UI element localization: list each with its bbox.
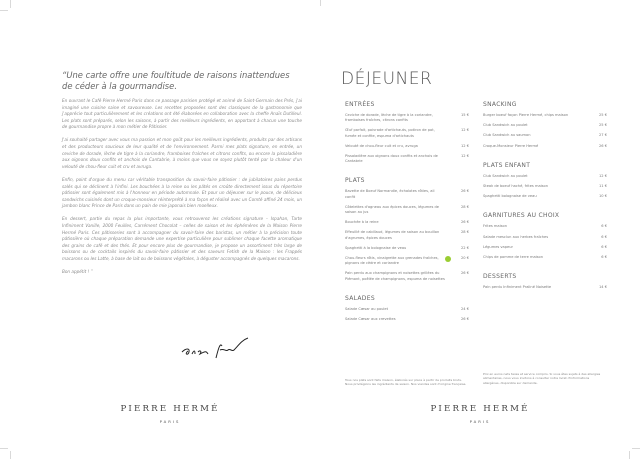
item-price: 11 €: [598, 184, 607, 189]
item-desc: Bouchée à la reine: [345, 220, 379, 225]
item-price: 26 €: [460, 271, 469, 276]
menu-item: [345, 144, 469, 149]
menu-item: [483, 113, 607, 118]
menu-item: [345, 307, 469, 312]
item-desc: Frites maison: [483, 224, 507, 229]
section-heading: DESSERTS: [483, 273, 517, 281]
item-price: 25 €: [598, 113, 607, 117]
menu-item: [483, 235, 607, 240]
item-desc: Steak de boeuf haché, frites maison: [483, 184, 548, 189]
item-desc: Chips de pomme de terre maison: [483, 255, 544, 260]
item-price: 14 €: [598, 285, 607, 290]
menu-item: [345, 317, 469, 322]
menu-item: [483, 255, 607, 260]
item-desc: Spaghetti bolognaise de veau: [483, 194, 537, 199]
item-price: 26 €: [460, 317, 469, 322]
item-price: 22 €: [460, 245, 469, 250]
item-price: 25 €: [598, 123, 607, 128]
menu-item: [345, 205, 469, 215]
item-price: 6 €: [601, 234, 607, 239]
section-heading: SNACKING: [483, 101, 517, 108]
item-desc: Salade Cæsar aux crevettes: [345, 317, 396, 322]
section-heading: PLATS ENFANT: [483, 161, 531, 169]
brand-name: PIERRE HERMÉ: [430, 404, 530, 414]
item-desc: Spaghetti à la bolognaise de veau: [345, 245, 407, 250]
menu-item: [345, 230, 469, 240]
menu-item: [345, 256, 469, 266]
item-price: 26 €: [598, 143, 607, 148]
menu-item: [483, 285, 607, 290]
menu-item: [345, 271, 469, 281]
item-desc: Club Sandwich au poulet: [483, 123, 528, 128]
menu-item: [345, 128, 469, 138]
item-price: 26 €: [460, 220, 469, 225]
section-heading: ENTRÉES: [345, 101, 375, 108]
item-desc: Ceviche de dorade, lèche de tigre à la coriandre, framboises fraîches, citrons confits: [345, 113, 433, 123]
item-desc: Pain perdu Infiniment Praliné Noisette: [483, 285, 552, 290]
section-heading: SALADES: [345, 294, 375, 302]
menu-item: [483, 224, 607, 229]
item-price: 12 €: [598, 173, 607, 178]
item-desc: Chou-fleurs rôtis, vinaigrette aux grenades fraîches, pignons de cèdre et coriandre: [345, 256, 439, 266]
item-price: 6 €: [601, 255, 607, 260]
menu-item: [345, 189, 469, 199]
footnote-left: Tous nos plats sont faits maison, élaborés sur place à partir de produits bruts. Nous privilégions les ingrédients de saison. Nos viandes sont d'origine française.: [345, 378, 467, 387]
item-price: 12 €: [460, 154, 469, 159]
menu-item: [345, 113, 469, 123]
menu-item: [345, 220, 469, 225]
signature-icon: [180, 336, 250, 362]
item-desc: Côtelettes d'agneau aux épices douces, légumes de saison au jus: [345, 204, 439, 215]
item-desc: Club Sandwich au poulet: [483, 173, 528, 178]
brand-logo: [380, 404, 580, 424]
menu-item: [483, 123, 607, 128]
item-desc: Légumes vapeur: [483, 244, 514, 249]
item-price: 6 €: [601, 244, 607, 249]
item-price: 12 €: [460, 128, 469, 133]
item-desc: Pissaladière aux oignons doux confits et anchois de Cantabrie: [345, 154, 438, 164]
item-desc: Club Sandwich au saumon: [483, 133, 531, 138]
paragraph: J'ai souhaité partager avec vous ma passion et mon goût pour les meilleurs ingrédients, produits par des artisans et des producteurs soucieux de leur qualité et de l'environnement. Parmi mes plats signature, en entrée, un ceviche de dorade, lèche de tigre à la coriandre, framboises fraîches et citrons confits, ou encore la pissaladière aux oignons doux confits et anchois de Cantabrie, à moins que vous ne soyez plutôt tenté par la chaleur d'un velouté de chou-fleur cuit et cru et avruga.: [62, 137, 302, 169]
item-desc: Œuf parfait, poivrade d'artichauts, potiron de pot, fumée et confite, espuma d'artichauts: [345, 128, 435, 138]
menu-item: [483, 174, 607, 179]
item-price: 26 €: [460, 189, 469, 194]
brand-city: PARIS: [469, 419, 491, 424]
item-desc: Velouté de chou-fleur cuit et cru, avruga: [345, 143, 418, 148]
item-desc: Effeuillé de cabillaud, légumes de saison au bouillon d'agrumes, épices douces: [345, 230, 440, 240]
item-desc: Croque-Monsieur Pierre Hermé: [483, 143, 539, 148]
brand-logo: [70, 404, 270, 424]
brand-name: PIERRE HERMÉ: [120, 404, 220, 414]
menu-column-right: [483, 101, 607, 295]
item-price: 28 €: [460, 204, 469, 209]
menu-item: [483, 144, 607, 149]
item-price: 12 €: [460, 143, 469, 148]
intro-quote: “Une carte offre une foultitude de raisons inattendues de céder à la gourmandise.: [62, 70, 290, 91]
item-price: 20 €: [460, 256, 469, 261]
menu-item: [483, 133, 607, 138]
section-heading: GARNITURES AU CHOIX: [483, 212, 560, 220]
closing: Bon appétit ! ”: [62, 269, 93, 275]
menu-item: [483, 245, 607, 250]
vegetarian-icon: [445, 256, 451, 262]
item-price: 27 €: [598, 133, 607, 138]
item-desc: Salade mesclun aux herbes fraîches: [483, 234, 549, 239]
section-heading: PLATS: [345, 177, 365, 185]
item-desc: Salade Cæsar au poulet: [345, 306, 389, 311]
item-price: 28 €: [460, 230, 469, 235]
paragraph: Enfin, point d'orgue du menu car véritable transposition du savoir-faire pâtissier : de jubilatoires pains perdus salés qui se déclinent à l'infini. Les bouchées à la reine ou les pâtés en croûte directement issus du répertoire pâtissier sont également mis à l'honneur en période automnale. Et pour un déjeuner sur le pouce, de délicieux sandwichs cuisinés dont un croque-monsieur réinterprété à ma façon et réalisé avec un Comté affiné 24 mois, un jambon blanc Prince de Paris dans un pain de mie japonais bien moelleux.: [62, 176, 302, 209]
item-price: 15 €: [460, 113, 469, 117]
menu-item: [345, 246, 469, 251]
intro-text: [62, 98, 302, 282]
brand-city: PARIS: [159, 419, 181, 424]
item-price: 24 €: [460, 306, 469, 311]
paragraph: En ouvrant le Café Pierre Hermé Paris dans ce passage parisien protégé et animé de Saint-Germain des Prés, j'ai imaginé une cuisine saine et savoureuse. Les recettes proposées sont des classiques de la gastronomie que j'apprécie tout particulièrement et les créations ont été élaborées en collaboration avec la cheffe Anaïs Dutilleul. Les plats sont préparés, selon les saisons, à partir des meilleurs ingrédients, en apportant à chacun une touche de gourmandise propre à mon métier de Pâtissier.: [62, 98, 302, 130]
item-price: 6 €: [601, 224, 607, 229]
item-desc: Bavette de Boeuf Normandie, échalotes rôties, ail confit: [345, 189, 435, 199]
footnote-right: Prix en euros nets taxes et service compris. Si vous êtes sujets à des allergies alimentaires, nous vous invitons à consulter notre livret d'informations allergènes, disponible sur demande.: [483, 372, 601, 385]
item-desc: Burger boeuf façon Pierre Hermé, chips maison: [483, 113, 569, 117]
menu-item: [483, 184, 607, 189]
paragraph: En dessert, partie du repas la plus importante, vous retrouverez les créations signature – Ispahan, Tarte Infiniment Vanille, 2000 Feuilles, Carrément Chocolat – celles de saison et les éphémères de la Maison Pierre Hermé Paris. Ces pâtisseries sont à accompagner du savoir-faire des baristas, un métier à la précision toute pâtissière où chaque préparation demande une expertise particulière pour sublimer chaque facette aromatique des grains de café et des thés. Et pour encore plus de gourmandise, je propose un assortiment très large de boissons ou de cocktails inspirés du savoir-faire pâtissier et des saveurs Fetish de la Maison : les Frappés macarons ou les Latte, à base de lait ou de boissons végétales, à déguster accompagnés de quelques macarons.: [62, 216, 302, 261]
menu-item: [345, 154, 469, 164]
item-price: 10 €: [598, 194, 607, 199]
menu-item: [483, 194, 607, 199]
item-desc: Pain perdu aux champignons et noisettes grillées du Piémont, poêlée de champignons, espuma de noisettes: [345, 271, 445, 281]
menu-column-left: [345, 101, 469, 327]
menu-title: DÉJEUNER: [341, 69, 433, 89]
